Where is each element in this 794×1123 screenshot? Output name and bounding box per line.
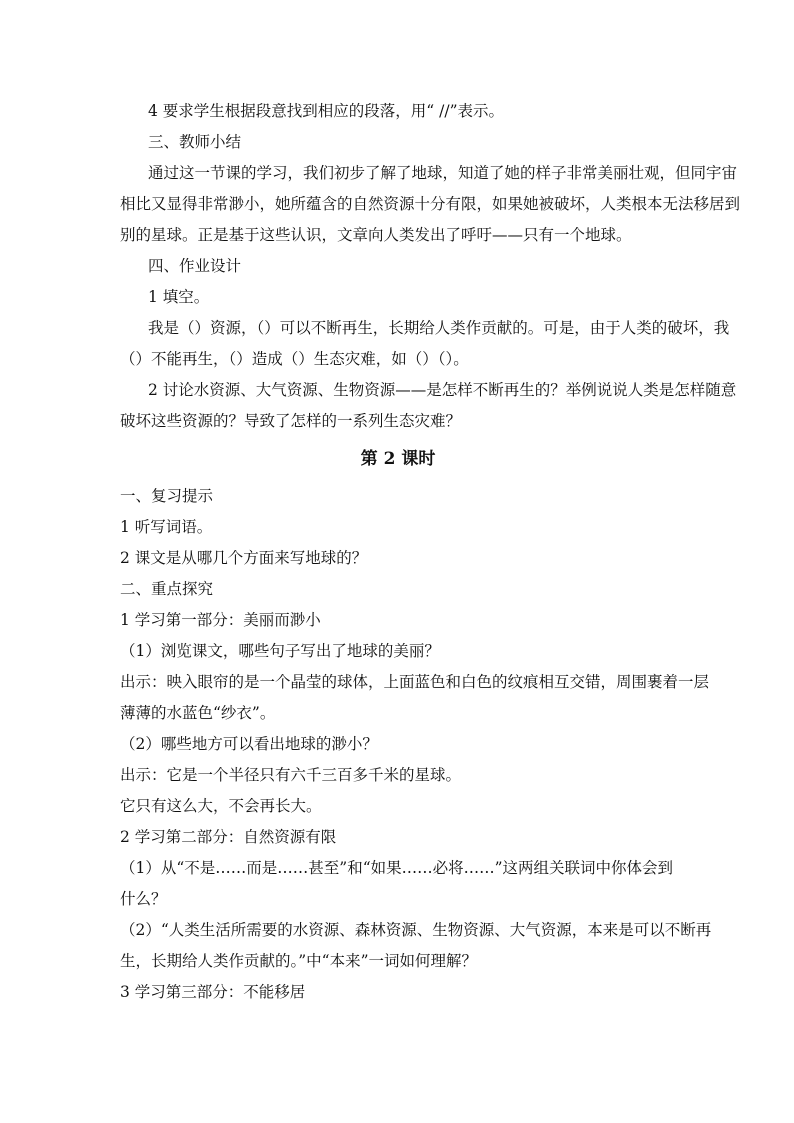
text-line: （2）哪些地方可以看出地球的渺小？: [120, 735, 378, 753]
text-line: 1 填空。: [148, 288, 210, 306]
text-line: 2 讨论水资源、大气资源、生物资源——是怎样不断再生的？举例说说人类是怎样随意: [148, 381, 737, 399]
text-line: 我是（）资源，（）可以不断再生，长期给人类作贡献的。可是，由于人类的破坏，我: [148, 319, 730, 337]
text-line: （1）浏览课文，哪些句子写出了地球的美丽？: [120, 642, 440, 660]
section-heading: 四、作业设计: [148, 257, 242, 275]
text-line: 2 学习第二部分：自然资源有限: [120, 828, 337, 846]
text-line: 3 学习第三部分：不能移居: [120, 983, 306, 1001]
text-line: （1）从“不是……而是……甚至”和“如果……必将……”这两组关联词中你体会到: [120, 859, 674, 877]
text-line: 什么？: [120, 890, 167, 908]
text-line: 薄薄的水蓝色“纱衣”。: [120, 704, 276, 722]
text-line: 1 学习第一部分：美丽而渺小: [120, 611, 321, 629]
text-line: 通过这一节课的学习，我们初步了解了地球，知道了她的样子非常美丽壮观，但同宇宙: [148, 164, 738, 182]
text-line: （）不能再生，（）造成（）生态灾难，如（）（）。: [120, 350, 469, 368]
text-line: 4 要求学生根据段意找到相应的段落，用“ //”表示。: [148, 102, 505, 120]
section-heading: 一、复习提示: [120, 487, 214, 505]
section-heading: 三、教师小结: [148, 133, 242, 151]
document-body: [120, 96, 741, 1008]
text-line: 它只有这么大，不会再长大。: [120, 797, 322, 815]
text-line: 生，长期给人类作贡献的。”中“本来”一词如何理解？: [120, 952, 478, 970]
text-line: 2 课文是从哪几个方面来写地球的？: [120, 549, 368, 567]
text-line: 1 听写词语。: [120, 518, 213, 536]
text-line: 破坏这些资源的？导致了怎样的一系列生态灾难？: [120, 412, 462, 430]
text-line: （2）“人类生活所需要的水资源、森林资源、生物资源、大气资源，本来是可以不断再: [120, 921, 712, 939]
text-line: 别的星球。正是基于这些认识，文章向人类发出了呼吁——只有一个地球。: [120, 226, 632, 244]
section-heading: 二、重点探究: [120, 580, 214, 598]
lesson-title: 第 2 课时: [360, 449, 436, 469]
text-line: 出示：映入眼帘的是一个晶莹的球体，上面蓝色和白色的纹痕相互交错，周围裹着一层: [120, 673, 710, 691]
text-line: 相比又显得非常渺小，她所蕴含的自然资源十分有限，如果她被破坏，人类根本无法移居到: [120, 195, 741, 213]
text-line: 出示：它是一个半径只有六千三百多千米的星球。: [120, 766, 462, 784]
